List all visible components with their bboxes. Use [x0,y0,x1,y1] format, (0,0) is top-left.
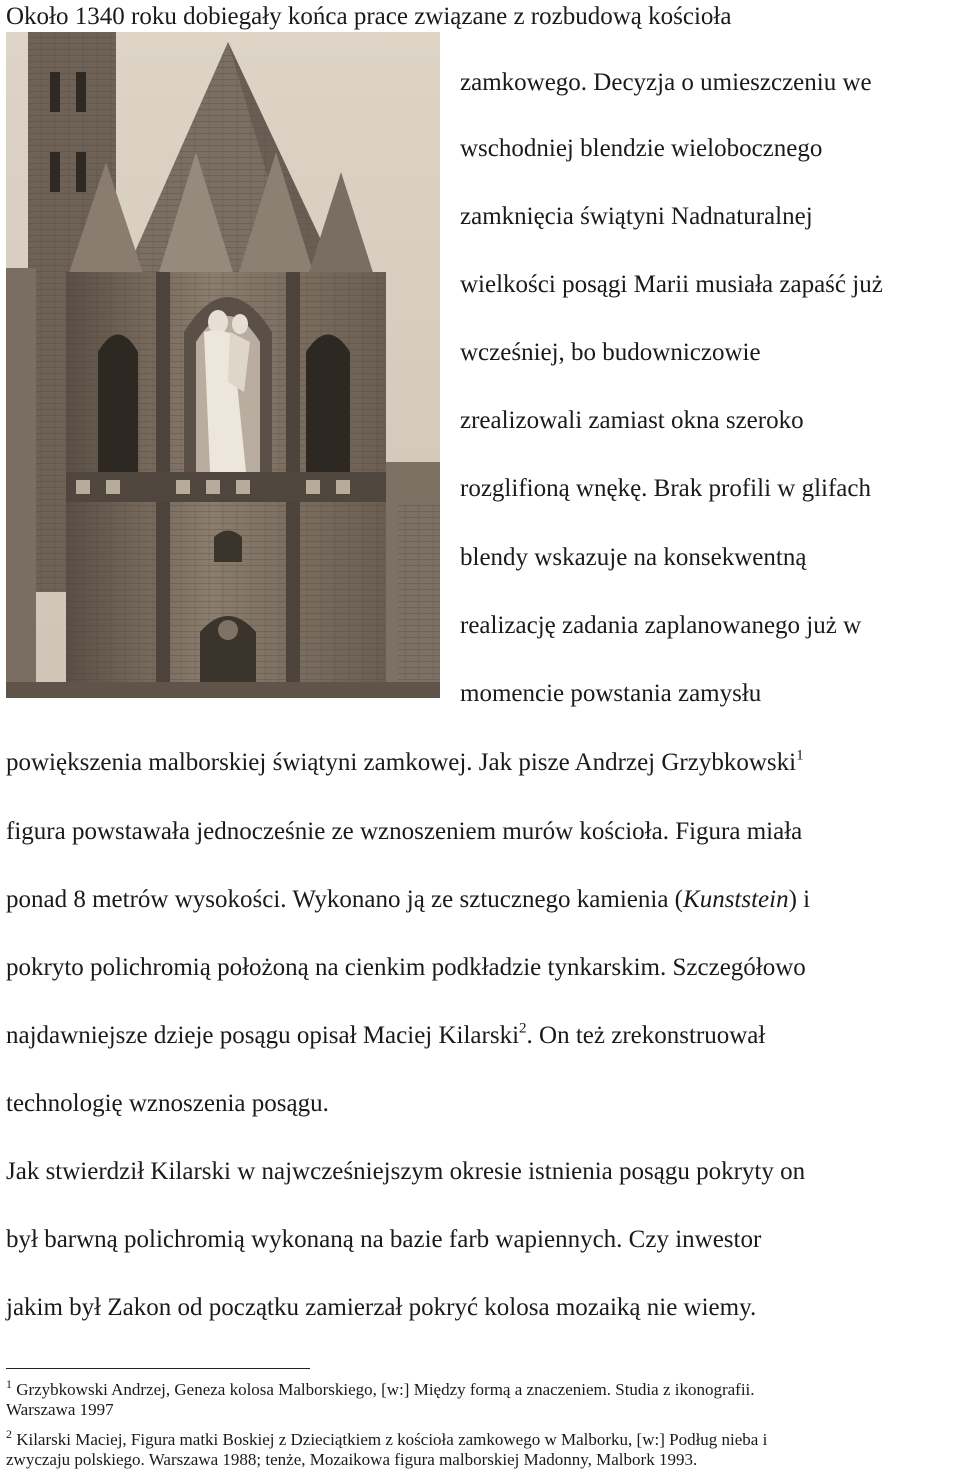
text-line-1: Około 1340 roku dobiegały końca prace związane z rozbudową kościoła [6,3,732,30]
church-apse-photo [6,32,440,698]
footnote-ref-1: 1 [796,747,804,764]
text-line-7: zrealizowali zamiast okna szeroko [460,407,804,434]
text-line-20: jakim był Zakon od początku zamierzał pokryć kolosa mozaiką nie wiemy. [6,1294,757,1321]
text-line-13: figura powstawała jednocześnie ze wznoszeniem murów kościoła. Figura miała [6,818,803,845]
text-line-17: technologię wznoszenia posągu. [6,1090,329,1117]
text-line-10: realizację zadania zaplanowanego już w [460,612,862,639]
text-line-5: wielkości posągi Marii musiała zapaść już [460,271,883,298]
text-line-16: najdawniejsze dzieje posągu opisał Maciej Kilarski$^2$. On też zrekonstruował [6,1020,766,1049]
footnote-ref-2: 2 [519,1020,527,1037]
footnote-2-cont: zwyczaju polskiego. Warszawa 1988; tenże, Mozaikowa figura malborskiej Madonny, Malbork 1993. [6,1450,698,1469]
footnote-1-cont: Warszawa 1997 [6,1400,114,1419]
text-line-18: Jak stwierdził Kilarski w najwcześniejszym okresie istnienia posągu pokryty on [6,1158,806,1185]
footnote-separator [6,1368,310,1369]
kunststein-term: Kunststein [683,886,789,913]
text-line-4: zamknięcia świątyni Nadnaturalnej [460,203,813,230]
text-line-9: blendy wskazuje na konsekwentną [460,544,807,571]
text-line-14: ponad 8 metrów wysokości. Wykonano ją ze sztucznego kamienia (Kunststein) i [6,886,811,913]
text-line-19: był barwną polichromią wykonaną na bazie farb wapiennych. Czy inwestor [6,1226,762,1253]
text-line-6: wcześniej, bo budowniczowie [460,339,761,366]
text-line-2: zamkowego. Decyzja o umieszczeniu we [460,69,872,96]
text-line-3: wschodniej blendzie wielobocznego [460,135,823,162]
text-line-12: powiększenia malborskiej świątyni zamkowej. Jak pisze Andrzej Grzybkowski$^1$ [6,747,804,776]
text-line-8: rozglifioną wnękę. Brak profili w glifach [460,475,871,502]
footnote-2: $^2$ Kilarski Maciej, Figura matki Boskiej z Dzieciątkiem z kościoła zamkowego w Malborku, [w:] Podług nieba i [6,1426,768,1449]
text-line-11: momencie powstania zamysłu [460,680,762,707]
text-line-15: pokryto polichromią położoną na cienkim podkładzie tynkarskim. Szczegółowo [6,954,806,981]
footnote-1: $^1$ Grzybkowski Andrzej, Geneza kolosa Malborskiego, [w:] Między formą a znaczeniem. Studia z ikonografii. [6,1376,755,1399]
